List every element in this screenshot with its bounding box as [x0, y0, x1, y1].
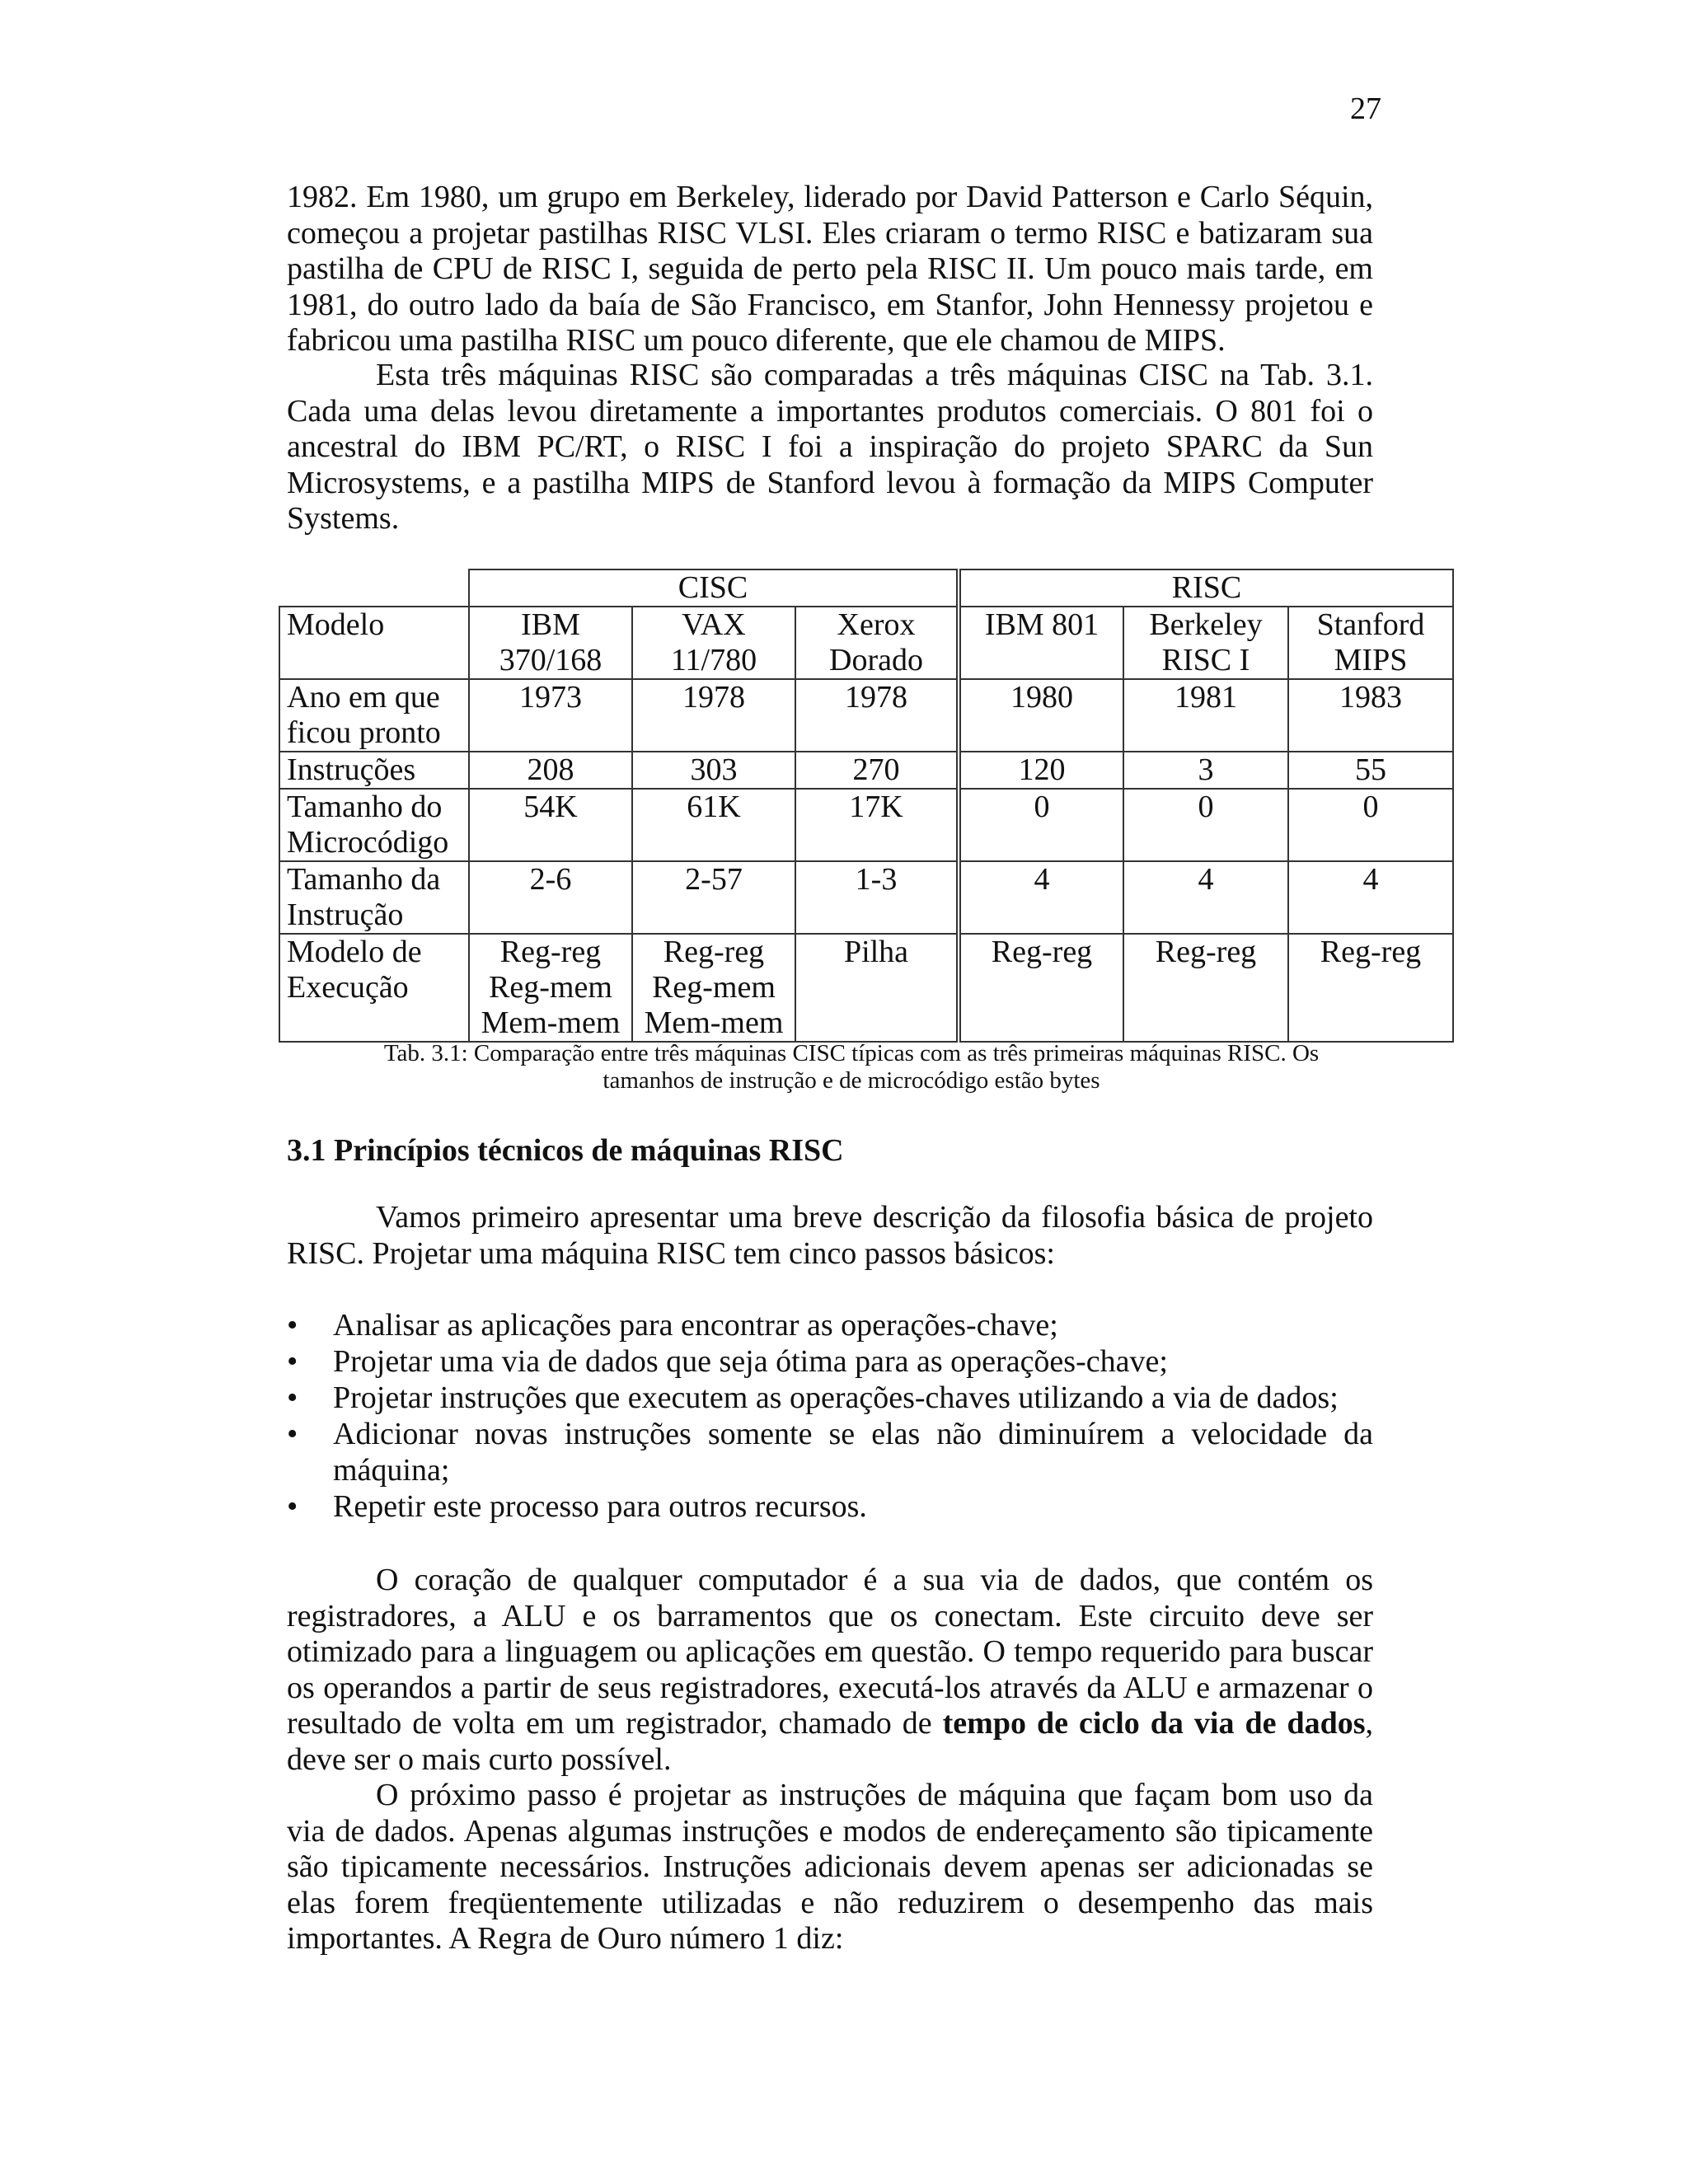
table-cell: 208	[469, 752, 632, 789]
list-item	[287, 1416, 1373, 1488]
paragraph-3-text: Vamos primeiro apresentar uma breve descrição da filosofia básica de projeto RISC. Projetar uma máquina RISC tem cinco passos básicos:	[287, 1200, 1373, 1271]
table-cell: Reg-reg Reg-mem Mem-mem	[469, 934, 632, 1042]
steps-list	[287, 1307, 1373, 1525]
list-item-text: Projetar instruções que executem as operações-chaves utilizando a via de dados;	[333, 1380, 1339, 1415]
paragraph-5	[287, 1778, 1373, 1957]
table-row	[279, 861, 1453, 934]
table-cell: 1980	[959, 679, 1123, 752]
table-cell: 61K	[632, 789, 795, 861]
table-cell: 3	[1123, 752, 1288, 789]
list-item	[287, 1307, 1373, 1343]
table-cell: Pilha	[795, 934, 959, 1042]
table-caption-line-2: tamanhos de instrução e de microcódigo estão bytes	[603, 1067, 1100, 1094]
table-cell: 2-57	[632, 861, 795, 934]
table-row-label: Ano em que ficou pronto	[279, 679, 469, 752]
table-cell: 270	[795, 752, 959, 789]
paragraph-4-before: O coração de qualquer computador é a sua via de dados, que contém os registradores, a ALU e os barramentos que os conectam. Este circuito deve ser otimizado para a linguagem ou aplicações em questão. O tempo requerido para buscar os operandos a partir de seus registradores, executá-los através da ALU e armazenar o resultado de volta em um registrador, chamado de	[287, 1563, 1373, 1741]
table-cell: 303	[632, 752, 795, 789]
list-item	[287, 1380, 1373, 1416]
paragraph-4-text	[287, 1563, 1373, 1778]
paragraph-2-text: Esta três máquinas RISC são comparadas a três máquinas CISC na Tab. 3.1. Cada uma delas levou diretamente a importantes produtos comerciais. O 801 foi o ancestral do IBM PC/RT, o RISC I foi a inspiração do projeto SPARC da Sun Microsystems, e a pastilha MIPS de Stanford levou à formação da MIPS Computer Systems.	[287, 358, 1373, 536]
table-cell: 1983	[1288, 679, 1453, 752]
table-cell: 0	[959, 789, 1123, 861]
table-cell: 1981	[1123, 679, 1288, 752]
table-caption-line-1: Tab. 3.1: Comparação entre três máquinas CISC típicas com as três primeiras máquinas RISC. Os	[383, 1040, 1320, 1066]
table-cell: 1978	[795, 679, 959, 752]
paragraph-1	[287, 180, 1373, 359]
table-cell: Berkeley RISC I	[1123, 607, 1288, 679]
list-item-text: Analisar as aplicações para encontrar as operações-chave;	[333, 1308, 1058, 1343]
table-row	[279, 679, 1453, 752]
table-cell: Reg-reg	[959, 934, 1123, 1042]
paragraph-1-text: 1982. Em 1980, um grupo em Berkeley, liderado por David Patterson e Carlo Séquin, começou a projetar pastilhas RISC VLSI. Eles criaram o termo RISC e batizaram sua pastilha de CPU de RISC I, seguida de perto pela RISC II. Um pouco mais tarde, em 1981, do outro lado da baía de São Francisco, em Stanfor, John Hennessy projetou e fabricou uma pastilha RISC um pouco diferente, que ele chamou de MIPS.	[287, 180, 1373, 358]
bullet-icon: •	[287, 1380, 298, 1415]
list-item	[287, 1343, 1373, 1380]
page-number: 27	[1350, 91, 1381, 126]
comparison-table	[279, 569, 1454, 1043]
list-item-text: Adicionar novas instruções somente se elas não diminuírem a velocidade da máquina;	[333, 1417, 1373, 1488]
table-group-header-row	[279, 569, 1453, 607]
table-cell: Stanford MIPS	[1288, 607, 1453, 679]
list-item-text: Projetar uma via de dados que seja ótima para as operações-chave;	[333, 1344, 1168, 1379]
paragraph-3	[287, 1200, 1373, 1272]
table-cell: Reg-reg	[1123, 934, 1288, 1042]
table-row-label: Modelo de Execução	[279, 934, 469, 1042]
paragraph-4-emphasis: tempo de ciclo da via de dados	[942, 1706, 1366, 1741]
paragraph-4-after: , deve ser o mais curto possível.	[287, 1706, 1374, 1777]
table-corner-cell	[279, 569, 469, 607]
table-group-cisc: CISC	[469, 569, 959, 607]
paragraph-2	[287, 358, 1373, 537]
table-row-label: Modelo	[279, 607, 469, 679]
table-cell: 55	[1288, 752, 1453, 789]
section-title: 3.1 Princípios técnicos de máquinas RISC	[287, 1133, 844, 1168]
table-cell: 54K	[469, 789, 632, 861]
table-row	[279, 607, 1453, 679]
table-cell: IBM 801	[959, 607, 1123, 679]
table-cell: Reg-reg	[1288, 934, 1453, 1042]
table-cell: 17K	[795, 789, 959, 861]
table-cell: 4	[1288, 861, 1453, 934]
paragraph-5-text: O próximo passo é projetar as instruções de máquina que façam bom uso da via de dados. Apenas algumas instruções e modos de endereçamento são tipicamente são tipicamente necessários. Instruções adicionais devem apenas ser adicionadas se elas forem freqüentemente utilizadas e não reduzirem o desempenho das mais importantes. A Regra de Ouro número 1 diz:	[287, 1778, 1373, 1956]
table-caption	[279, 1040, 1424, 1094]
list-item	[287, 1488, 1373, 1525]
bullet-icon: •	[287, 1344, 298, 1379]
table-cell: 1973	[469, 679, 632, 752]
table-cell: 120	[959, 752, 1123, 789]
list-item-text: Repetir este processo para outros recursos.	[333, 1489, 867, 1524]
table-row	[279, 752, 1453, 789]
table-row	[279, 789, 1453, 861]
table-cell: 4	[959, 861, 1123, 934]
table-cell: 0	[1288, 789, 1453, 861]
bullet-icon: •	[287, 1417, 298, 1451]
table-row-label: Tamanho do Microcódigo	[279, 789, 469, 861]
table-group-risc: RISC	[959, 569, 1453, 607]
table-cell: IBM 370/168	[469, 607, 632, 679]
table-row	[279, 934, 1453, 1042]
table-row-label: Tamanho da Instrução	[279, 861, 469, 934]
table-cell: 4	[1123, 861, 1288, 934]
table-cell: 1-3	[795, 861, 959, 934]
table-cell: 2-6	[469, 861, 632, 934]
table-row-label: Instruções	[279, 752, 469, 789]
bullet-icon: •	[287, 1308, 298, 1343]
table-cell: 1978	[632, 679, 795, 752]
table-cell: Reg-reg Reg-mem Mem-mem	[632, 934, 795, 1042]
table-cell: Xerox Dorado	[795, 607, 959, 679]
table-cell: 0	[1123, 789, 1288, 861]
table-cell: VAX 11/780	[632, 607, 795, 679]
bullet-icon: •	[287, 1489, 298, 1524]
paragraph-4	[287, 1563, 1373, 1778]
